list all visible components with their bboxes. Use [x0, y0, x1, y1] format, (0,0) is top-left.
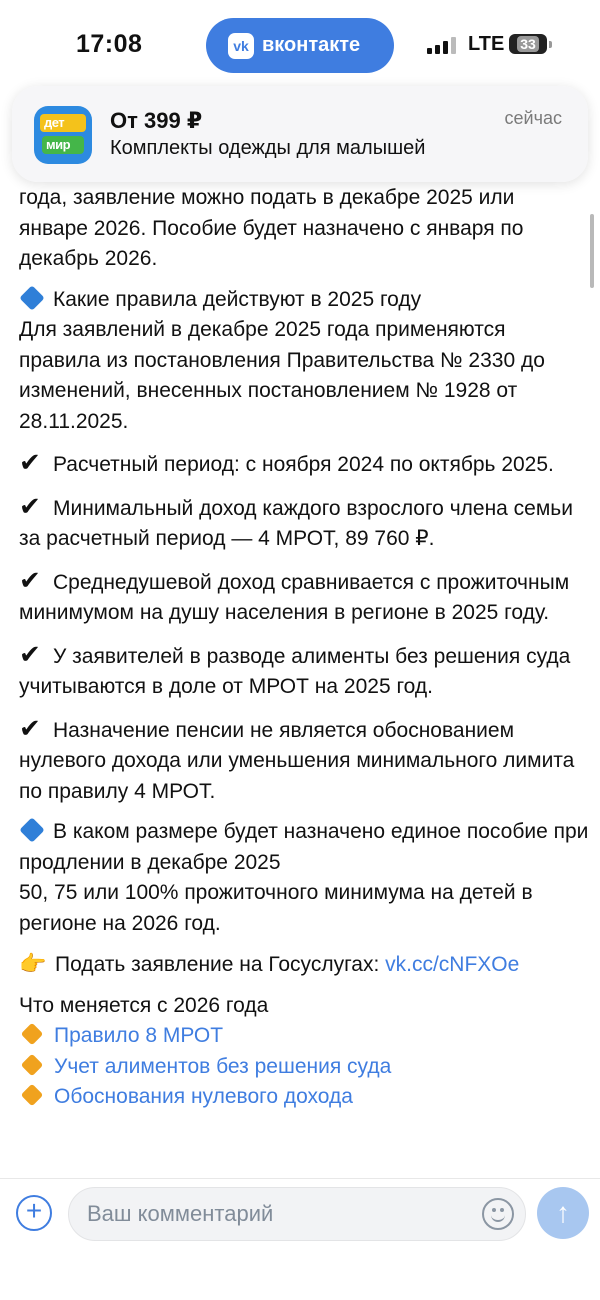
check-text: У заявителей в разводе алименты без решения суда учитываются в доле от МРОТ на 2025 год. [19, 644, 571, 698]
pointing-hand-icon: 👉 [19, 951, 47, 976]
signal-icon [427, 36, 456, 54]
changes-heading: Что меняется с 2026 года [19, 993, 269, 1017]
check-item [19, 491, 589, 555]
gosuslugi-line [19, 949, 589, 981]
rules-text: Для заявлений в декабре 2025 года применяются правила из постановления Правительства № 2330 до изменений, внесенных постановлением № 1928 от 28.11.2025. [19, 318, 545, 433]
notification-time: сейчас [504, 108, 562, 128]
send-button[interactable] [537, 1187, 589, 1239]
vk-logo-icon: vk [228, 33, 254, 59]
notification-body: Комплекты одежды для малышей [110, 137, 426, 159]
changes-section [19, 991, 589, 1113]
changes-link-zero-income[interactable]: Обоснования нулевого дохода [54, 1085, 353, 1108]
comment-bar [0, 1178, 600, 1300]
comment-input[interactable] [68, 1187, 526, 1241]
rules-section [19, 285, 589, 438]
check-mark-icon: ✔ [19, 447, 41, 477]
check-mark-icon: ✔ [19, 490, 41, 521]
post-content [19, 183, 589, 1121]
scrollbar[interactable] [590, 214, 594, 288]
gosuslugi-link[interactable]: vk.cc/cNFXOe [385, 953, 520, 976]
check-mark-icon: ✔ [19, 712, 41, 743]
gosuslugi-text: Подать заявление на Госуслугах: [55, 953, 386, 976]
size-text: 50, 75 или 100% прожиточного минимума на детей в регионе на 2026 год. [19, 881, 533, 935]
arrow-up-icon: ↑ [556, 1197, 570, 1228]
add-attachment-button[interactable]: + [16, 1195, 52, 1231]
changes-link-alimony[interactable]: Учет алиментов без решения суда [54, 1054, 392, 1078]
check-item [19, 639, 589, 703]
size-heading: В каком размере будет назначено единое пособие при продлении в декабре 2025 [19, 820, 589, 874]
check-item [19, 447, 589, 481]
push-notification[interactable] [12, 86, 588, 182]
check-mark-icon: ✔ [19, 564, 41, 595]
blue-diamond-icon [19, 285, 44, 310]
check-text: Назначение пенсии не является обоснованием нулевого дохода или уменьшения минимального лимита по правилу 4 МРОТ. [19, 718, 575, 803]
detmir-app-icon [34, 106, 92, 164]
post-intro: года, заявление можно подать в декабре 2025 или январе 2026. Пособие будет назначено с января по декабрь 2026. [19, 186, 524, 270]
rules-heading: Какие правила действуют в 2025 году [53, 287, 422, 311]
check-text: Среднедушевой доход сравнивается с прожиточным минимумом на душу населения в регионе в 2025 году. [19, 570, 570, 624]
check-text: Расчетный период: с ноября 2024 по октябрь 2025. [53, 453, 554, 476]
app-icon-text-top: дет [44, 115, 65, 130]
check-item [19, 713, 589, 808]
check-item [19, 565, 589, 629]
orange-diamond-icon [21, 1023, 44, 1046]
vk-app-pill[interactable] [206, 18, 394, 73]
check-mark-icon: ✔ [19, 638, 41, 669]
changes-link-8-mrot[interactable]: Правило 8 МРОТ [54, 1024, 224, 1047]
app-icon-text-bottom: мир [46, 137, 71, 152]
check-text: Минимальный доход каждого взрослого члена семьи за расчетный период — 4 МРОТ, 89 760 ₽. [19, 496, 573, 550]
status-time: 17:08 [76, 30, 143, 58]
battery-cap [549, 41, 552, 48]
blue-diamond-icon [19, 817, 44, 842]
orange-diamond-icon [21, 1084, 44, 1107]
network-type: LTE [468, 33, 505, 55]
battery-icon [509, 34, 547, 54]
emoji-smile-icon[interactable] [482, 1198, 514, 1230]
orange-diamond-icon [21, 1053, 44, 1076]
vk-pill-label: вконтакте [262, 34, 361, 56]
size-section [19, 817, 589, 939]
status-bar [0, 0, 600, 90]
battery-level: 33 [517, 36, 539, 52]
notification-title: От 399 ₽ [110, 108, 203, 133]
